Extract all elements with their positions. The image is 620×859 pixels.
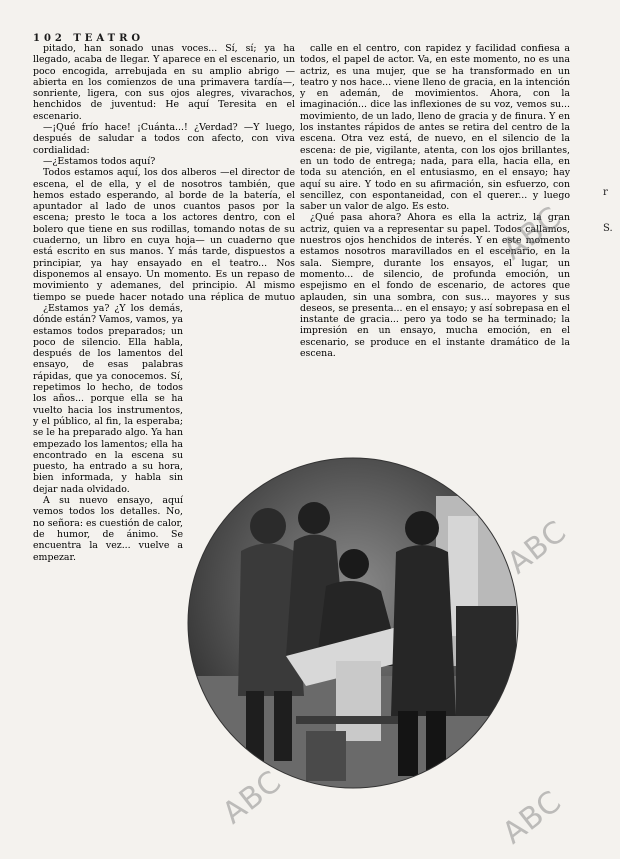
paragraph: —¡Qué frío hace! ¡Cuánta...! ¿Verdad? —Y luego, después de saludar a todos con afecto, con viva cordialidad: — [33, 122, 295, 156]
paragraph: —¿Estamos todos aquí? — [43, 155, 156, 167]
left-narrow-column — [33, 303, 183, 823]
margin-marks — [603, 175, 615, 247]
rehearsal-photo-icon — [186, 456, 520, 790]
paragraph: ¿Estamos ya? ¿Y los demás, dónde están? Vamos, vamos, ya estamos todos preparados; un poco de silencio. Ella habla, después de los lamentos del ensayo, de esas palabras rápidas, que ya conocemos. Sí, repetimos lo hecho, de todos los años... porque ella se ha vuelto hacia los instrumentos, y el público, al fin, la esperaba; se le ha preparado algo. Ya han empezado los lamentos; ella ha encontrado en la escena su puesto, ha entrado a su hora, bien informada, y habla sin dejar nada olvidado. — [33, 303, 183, 495]
watermark: ABC — [501, 513, 574, 582]
watermark: ABC — [216, 763, 289, 832]
paragraph: A su nuevo ensayo, aquí vemos todos los detalles. No, no señora: es cuestión de calor, de humor, de ánimo. Se encuentra la vez... vuelve a empezar. — [33, 495, 183, 563]
rehearsal-photo — [186, 456, 520, 790]
paragraph: Todos estamos aquí, los dos alberos —el director de escena, el de ella, y el de nosotros también, que hemos estado esperando, al borde de la batería, el apuntador al lado de unos cuantos pasos por la escena; presto le toca a los actores dentro, con el bolero que tiene en sus rodillas, tomando notas de su cuaderno, un libro en cuya hoja— un cuaderno que está escrito en sus manos. Y más tarde, dispuestos a principiar, ya hay ensayado en el teatro... Nos disponemos al ensayo. Un momento. Es un repaso de movimiento y ademanes, del principio. Al mismo tiempo se puede hacer notado una réplica de mutuo — [33, 167, 295, 301]
margin-mark: S. — [603, 223, 613, 234]
paragraph: ¿Qué pasa ahora? Ahora es ella la actriz, la gran actriz, quien va a representar su papel. Todos callamos, nuestros ojos henchidos de interés. Y en este momento estamos nosotros maravillados en el escenario, en la sala. Siempre, durante los ensayos, el lugar, un momento... de silencio, de profunda emoción, un espejismo en el fondo de escenario, de actores que aplauden, sin una sombra, con sus... mayores y sus deseos, se presenta... en el ensayo; y así sobrepasa en el instante de gracia... pero ya todo se ha terminado; la impresión en un ensayo, mucha emoción, en el escenario, se produce en el instante dramático de la escena. — [300, 212, 570, 360]
watermark: ABC — [496, 199, 569, 268]
paragraph: pitado, han sonado unas voces... Sí, sí; ya ha llegado, acaba de llegar. Y aparece en el escenario, un poco encogida, arrebujada en su amplio abrigo —abierta en los comienzos de una primavera tardía—, sonriente, ligera, con sus ojos alegres, vivarachos, henchidos de juventud: He aquí Teresita en el escenario. — [33, 43, 295, 122]
left-column — [33, 43, 295, 301]
right-column — [300, 43, 570, 387]
page-header: 102 TEATRO — [33, 33, 145, 44]
paragraph: calle en el centro, con rapidez y facilidad confiesa a todos, el papel de actor. Va, en este momento, no es una actriz, es una mujer, que se ha transformado en un teatro y nos hace... viene lleno de gracia, en la intención y en ademán, de movimientos. Ahora, con la imaginación... dice las inflexiones de su voz, vemos su... movimiento, de un lado, lleno de gracia y de finura. Y en los instantes rápidos de antes se retira del centro de la escena. Otra vez está, de nuevo, en el silencio de la escena: de pie, vigilante, atenta, con los ojos brillantes, en un todo de entrega; nada, para ella, hacia ella, en toda su atención, en el entusiasmo, en el ensayo; hay aquí su aire. Y todo en su afirmación, sin esfuerzo, con sencillez, con espontaneidad, con el querer... y luego saber un valor de algo. Es esto. — [300, 43, 570, 213]
margin-mark: r — [603, 187, 608, 198]
watermark: ABC — [496, 783, 569, 852]
